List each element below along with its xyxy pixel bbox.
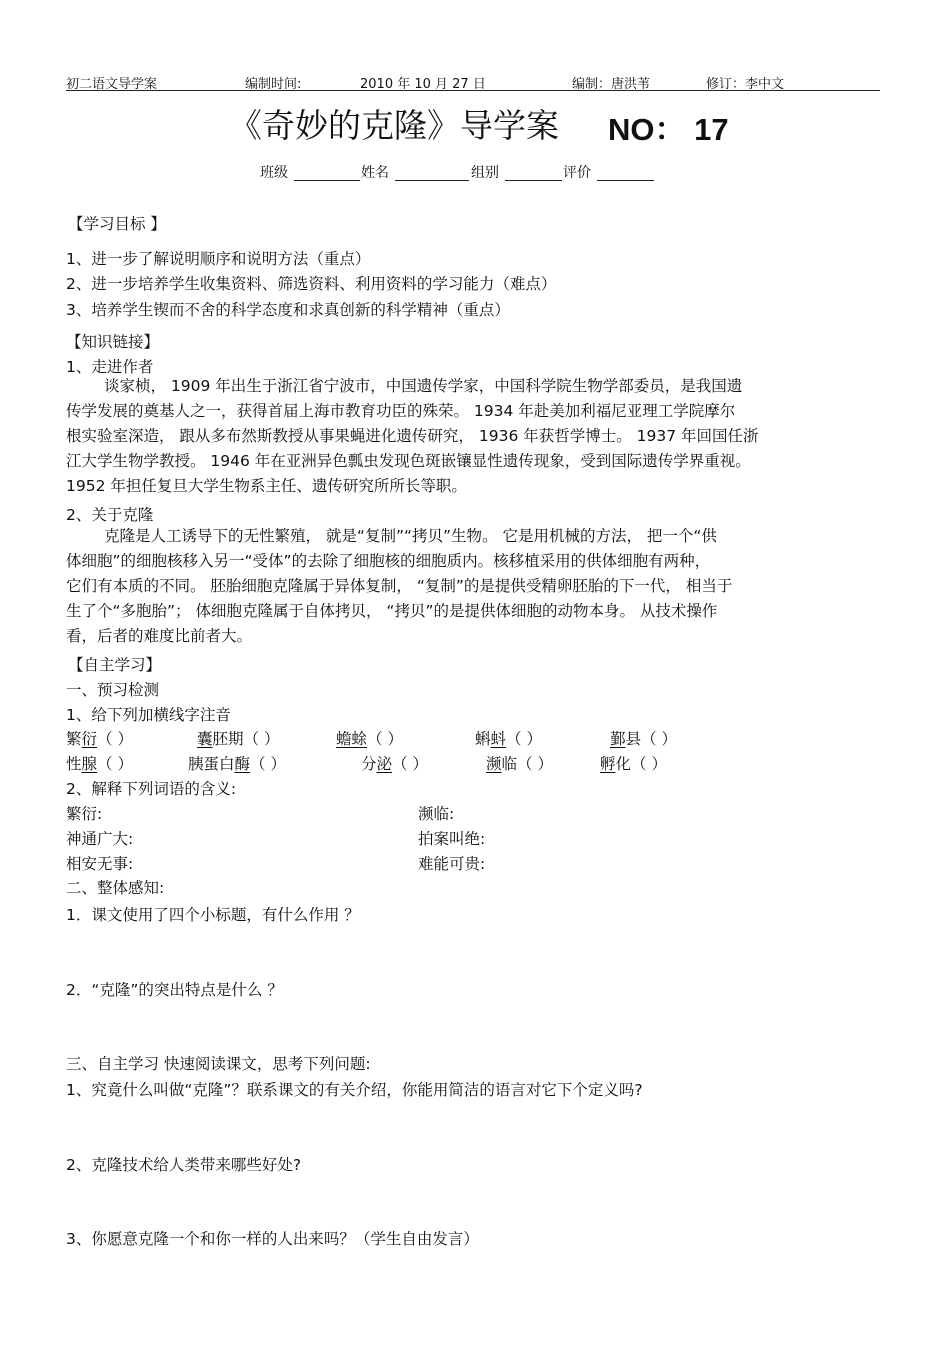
pinyin-item[interactable]: 胰蛋白酶（ ）: [188, 755, 286, 773]
pinyin-item[interactable]: 蟾蜍（ ）: [336, 730, 403, 748]
header-time-label: 编制时间:: [245, 77, 302, 92]
header-reviser: 修订：李中文: [706, 77, 785, 92]
term-right: 拍案叫绝:: [418, 830, 486, 848]
class-blank[interactable]: [294, 180, 360, 181]
fast-question: 1、究竟什么叫做“克隆”？联系课文的有关介绍，你能用简洁的语言对它下个定义吗?: [66, 1081, 643, 1099]
term-left: 神通广大:: [66, 830, 134, 848]
name-blank[interactable]: [395, 180, 469, 181]
author-heading: 1、走进作者: [66, 358, 154, 376]
para-line: 根实验室深造， 跟从多布然斯教授从事果蝇进化遗传研究， 1936 年获哲学博士。 1937 年回国任浙: [66, 427, 759, 445]
goals-heading: 【学习目标 】: [68, 215, 166, 233]
header-course: 初二语文导学案: [66, 77, 158, 92]
page-title: 《奇妙的克隆》导学案: [229, 106, 559, 145]
para-line: 克隆是人工诱导下的无性繁殖， 就是“复制”“拷贝”生物。 它是用机械的方法， 把一个“供: [104, 527, 717, 545]
header-date: 2010 年 10 月 27 日: [360, 77, 486, 92]
para-line: 生了个“多胞胎”； 体细胞克隆属于自体拷贝， “拷贝”的是提供体细胞的动物本身。 从技术操作: [66, 602, 718, 620]
fast-question: 2、克隆技术给人类带来哪些好处?: [66, 1156, 302, 1174]
knowledge-heading: 【知识链接】: [66, 333, 160, 351]
clone-paragraph: [66, 524, 880, 649]
para-line: 谈家桢， 1909 年出生于浙江省宁波市，中国遗传学家，中国科学院生物学部委员，是我国遗: [104, 377, 743, 395]
group-label: 组别: [471, 165, 499, 181]
pinyin-item[interactable]: 囊胚期（ ）: [197, 730, 280, 748]
pinyin-question: 1、给下列加横线字注音: [66, 706, 231, 724]
goal-item: 1、进一步了解说明顺序和说明方法（重点）: [66, 250, 371, 268]
pinyin-item[interactable]: 濒临（ ）: [486, 755, 553, 773]
para-line: 传学发展的奠基人之一，获得首届上海市教育功臣的殊荣。 1934 年赴美加利福尼亚理工学院摩尔: [66, 402, 736, 420]
self-study-heading: 【自主学习】: [68, 656, 162, 674]
class-label: 班级: [260, 165, 288, 181]
eval-label: 评价: [563, 165, 591, 181]
goal-item: 2、进一步培养学生收集资料、筛选资料、利用资料的学习能力（难点）: [66, 275, 557, 293]
clone-heading: 2、关于克隆: [66, 506, 154, 524]
header-divider: [66, 90, 880, 91]
para-line: 1952 年担任复旦大学生物系主任、遗传研究所所长等职。: [66, 477, 467, 495]
preview-heading: 一、预习检测: [66, 681, 160, 699]
term-right: 难能可贵:: [418, 855, 486, 873]
pinyin-item[interactable]: 分泌（ ）: [361, 755, 428, 773]
document-number: NO： 17: [608, 112, 729, 147]
group-blank[interactable]: [505, 180, 562, 181]
header-editor: 编制：唐洪苇: [572, 77, 651, 92]
pinyin-item[interactable]: 蝌蚪（ ）: [475, 730, 542, 748]
para-line: 体细胞”的细胞核移入另一“受体”的去除了细胞核的细胞质内。核移植采用的供体细胞有两种，: [66, 552, 711, 570]
goal-item: 3、培养学生锲而不舍的科学态度和求真创新的科学精神（重点）: [66, 301, 510, 319]
eval-blank[interactable]: [597, 180, 654, 181]
para-line: 看，后者的难度比前者大。: [66, 627, 253, 645]
fast-reading-heading: 三、自主学习 快速阅读课文，思考下列问题:: [66, 1055, 371, 1073]
fast-question: 3、你愿意克隆一个和你一样的人出来吗？（学生自由发言）: [66, 1230, 479, 1248]
pinyin-item[interactable]: 鄞县（ ）: [610, 730, 677, 748]
name-label: 姓名: [361, 165, 389, 181]
term-left: 相安无事:: [66, 855, 134, 873]
term-left: 繁衍:: [66, 805, 103, 823]
author-paragraph: [66, 374, 880, 499]
overall-heading: 二、整体感知:: [66, 879, 165, 897]
para-line: 江大学生物学教授。 1946 年在亚洲异色瓢虫发现色斑嵌镶显性遗传现象，受到国际遗传学界重视。: [66, 452, 751, 470]
pinyin-item[interactable]: 性腺（ ）: [66, 755, 133, 773]
pinyin-item[interactable]: 孵化（ ）: [600, 755, 667, 773]
define-question: 2、解释下列词语的含义:: [66, 780, 237, 798]
overall-question: 1．课文使用了四个小标题，有什么作用 ？: [66, 906, 360, 924]
overall-question: 2．“克隆”的突出特点是什么 ？: [66, 981, 283, 999]
para-line: 它们有本质的不同。 胚胎细胞克隆属于异体复制， “复制”的是提供受精卵胚胎的下一代， 相当于: [66, 577, 733, 595]
pinyin-item[interactable]: 繁衍（ ）: [66, 730, 133, 748]
term-right: 濒临:: [418, 805, 455, 823]
